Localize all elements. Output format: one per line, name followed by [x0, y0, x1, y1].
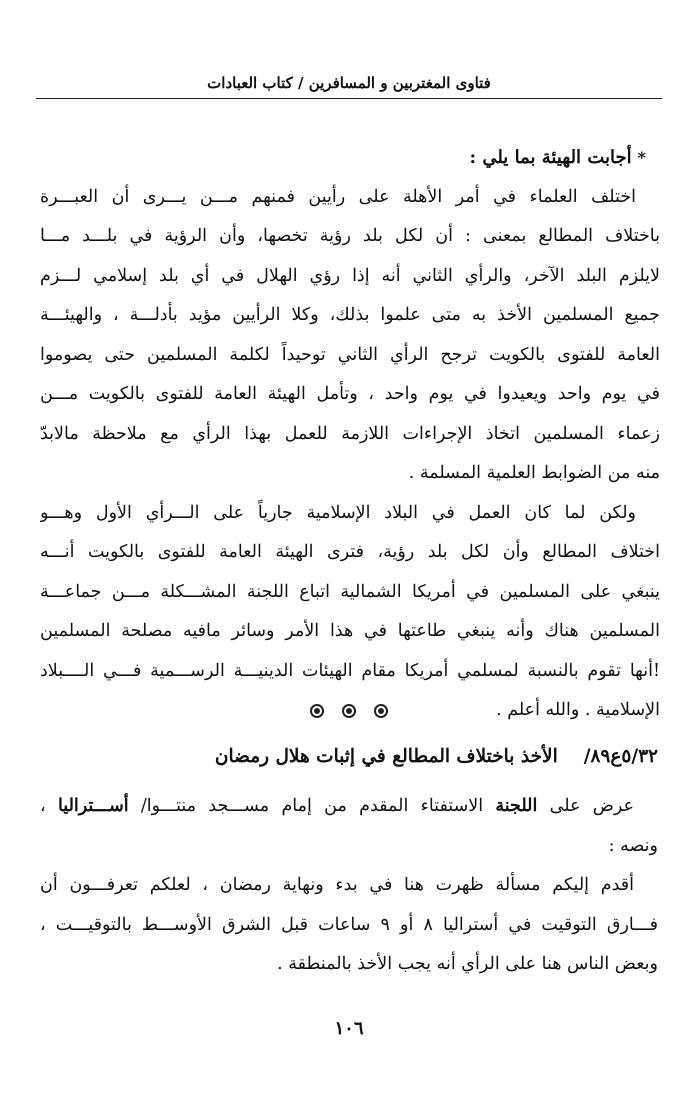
fatwa-title: الأخذ باختلاف المطالع في إثبات هلال رمضان: [214, 746, 558, 767]
paragraph1-line: باختلاف المطالع بمعنى : أن لكل بلد رؤية تخصها، وأن الرؤية في بلـــد مـــا: [40, 226, 660, 246]
fatwa-number: ٥/٣٢ع٨٩/: [583, 746, 658, 767]
paragraph1-line: جميع المسلمين الأخذ به متى علموا بذلك، وكلا الرأيين مؤيد بأدلـــة ، والهيئـــة: [40, 305, 660, 325]
page-number: ١٠٦: [334, 1018, 364, 1039]
paragraph1-line: اختلف العلماء في أمر الأهلة على رأيين فمنهم مـــن يـــرى أن العبـــرة: [40, 186, 636, 207]
answer-heading: [40, 138, 660, 178]
intro-text-1: عرض على: [537, 796, 635, 816]
running-header: [36, 72, 662, 99]
question-line: وبعض الناس هنا على الرأي أنه يجب الأخذ بالمنطقة .: [277, 954, 658, 974]
intro-text-3: ،: [40, 796, 58, 816]
committee-label: اللجنة: [495, 796, 538, 816]
paragraph1-line: زعماء المسلمين اتخاذ الإجراءات اللازمة للعمل بهذا الرأي مع ملاحظة مالابدّ: [40, 423, 660, 444]
ornament-ring-icon: [310, 704, 324, 718]
paragraph1-line: لايلزم البلد الآخر، والرأي الثاني أنه إذا رؤي الهلال في أي بلد إسلامي لـــزم: [40, 265, 660, 286]
paragraph2-line: !أنها تقوم بالنسبة لمسلمي أمريكا مقام الهيئات الدينيـــة الرســـمية فـــي الــــبلاد: [40, 660, 660, 681]
intro-line-2: ونصه :: [608, 835, 658, 856]
paragraph1-line: في يوم واحد ويعيدوا في يوم واحد ، وتأمل الهيئة العامة للفتوى بالكويت مـــن: [40, 384, 660, 404]
section-divider: [0, 704, 698, 722]
paragraph1-line: منه من الضوابط العلمية المسلمة .: [408, 463, 660, 483]
header-title: فتاوى المغتربين و المسافرين / كتاب العبادات: [207, 74, 491, 92]
intro-text-2: الاستفتاء المقدم من إمام مســـجد منتـــوا/: [128, 796, 496, 816]
paragraph1-line: العامة للفتوى بالكويت ترجح الرأي الثاني توحيداً لكلمة المسلمين حتى يصوموا: [40, 344, 660, 365]
paragraph2-line: المسلمين هناك وأنه ينبغي طاعتها في هذا الأمر وسائر مافيه مصلحة المسلمين: [40, 621, 660, 641]
intro-line: [40, 786, 658, 826]
ornament-ring-icon: [342, 704, 356, 718]
answer-section: [40, 138, 660, 731]
paragraph2-line: الإسلامية . والله أعلم .: [496, 700, 660, 720]
paragraph2-line: اختلاف المطالع وأن لكل بلد رؤية، فترى الهيئة العامة للفتوى بالكويت أنـــه: [40, 542, 660, 562]
paragraph2-line: ينبغي على المسلمين في أمريكا الشمالية اتباع اللجنة المشـــكلة مـــن جماعـــة: [40, 581, 660, 602]
question-section: [40, 786, 658, 984]
country-label: أســـتراليا: [57, 796, 129, 816]
ornament-ring-icon: [374, 704, 388, 718]
star-bullet: *: [637, 148, 646, 167]
fatwa-heading: [40, 738, 658, 776]
paragraph2-line: ولكن لما كان العمل في البلاد الإسلامية جارياً على الـــرأي الأول وهـــو: [40, 502, 636, 523]
answer-heading-text: أجابت الهيئة بما يلي :: [469, 147, 632, 168]
question-line: أقدم إليكم مسألة ظهرت هنا في بدء ونهاية رمضان ، لعلكم تعرفـــون أن: [40, 875, 634, 895]
question-line: فـــارق التوقيت في أستراليا ٨ أو ٩ ساعات قبل الشرق الأوســـط بالتوقيـــت ،: [40, 914, 658, 935]
